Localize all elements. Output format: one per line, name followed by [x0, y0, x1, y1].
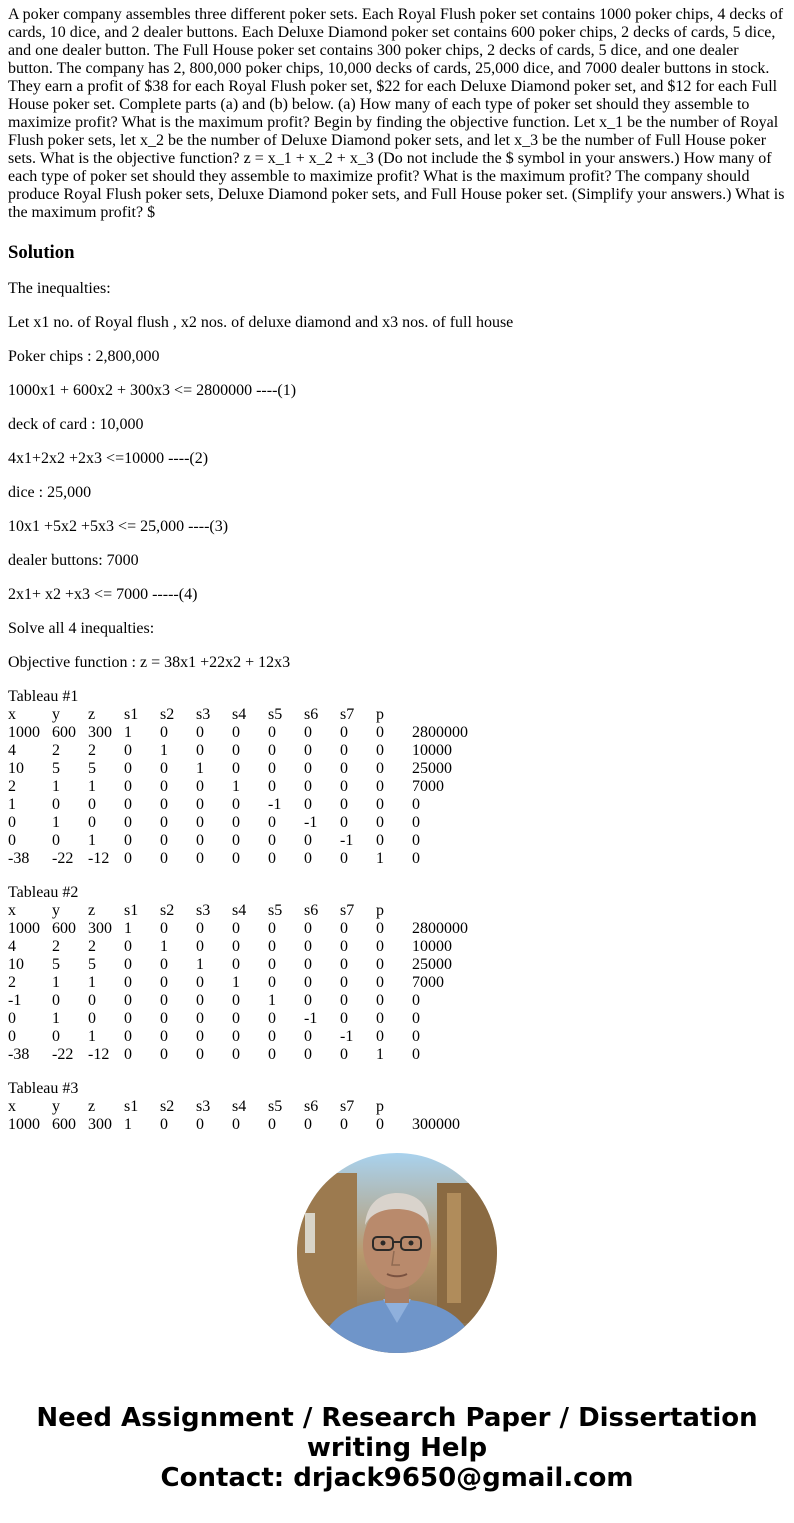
tableau-cell: 5: [88, 760, 96, 777]
tableau-cell: 1: [232, 778, 240, 795]
tableau-cell: 0: [268, 956, 276, 973]
tableau-cell: 0: [376, 832, 384, 849]
tableau-title: Tableau #1: [8, 688, 79, 705]
tableau-cell: 1: [268, 992, 276, 1009]
tableau-cell: 0: [232, 1116, 240, 1132]
tableau-cell: 0: [268, 742, 276, 759]
tableaus: [8, 688, 786, 1132]
tableau-cell: 0: [376, 1116, 384, 1132]
tableau-cell: 0: [160, 796, 168, 813]
tableau-cell: 0: [160, 992, 168, 1009]
tableau-cell: 300: [88, 1116, 112, 1132]
document-content: [8, 0, 786, 1132]
tableau-header-row: [8, 706, 786, 724]
solution-line: The inequalties:: [8, 280, 111, 297]
tableau-cell: 0: [340, 956, 348, 973]
solution-heading: Solution: [8, 242, 75, 263]
tableau: [8, 688, 786, 868]
tableau-cell: 0: [232, 956, 240, 973]
tableau-cell: 0: [196, 742, 204, 759]
tableau-cell: 0: [376, 1028, 384, 1045]
tableau-cell: 0: [160, 1116, 168, 1132]
tableau-cell: y: [52, 902, 60, 919]
tableau-cell: 0: [8, 1028, 16, 1045]
tableau-cell: 0: [412, 832, 420, 849]
tableau-cell: 0: [340, 1116, 348, 1132]
solution-line: dealer buttons: 7000: [8, 552, 139, 569]
tableau-cell: 0: [376, 778, 384, 795]
tableau-cell: s3: [196, 902, 211, 919]
tableau-cell: 0: [268, 938, 276, 955]
tableau-cell: 0: [376, 974, 384, 991]
tableau-cell: s5: [268, 1098, 283, 1115]
tableau-cell: 0: [8, 814, 16, 831]
tableau-cell: 0: [88, 992, 96, 1009]
tableau-cell: 0: [412, 1028, 420, 1045]
tableau-cell: 0: [268, 1116, 276, 1132]
tableau-row: [8, 778, 786, 796]
tableau-cell: 1: [124, 920, 132, 937]
solution-body: [8, 264, 786, 1132]
tableau-cell: 0: [196, 850, 204, 867]
tableau-cell: 0: [124, 850, 132, 867]
tableau-row: [8, 814, 786, 832]
tableau-row: [8, 850, 786, 868]
tableau-row: [8, 974, 786, 992]
tableau-cell: 1: [88, 832, 96, 849]
tableau-cell: 1: [124, 724, 132, 741]
tableau-cell: 0: [340, 778, 348, 795]
tableau-row: [8, 760, 786, 778]
tableau-row: [8, 1116, 786, 1132]
tableau-cell: p: [376, 706, 384, 723]
tableau-cell: 0: [412, 796, 420, 813]
tableau-cell: 0: [232, 1046, 240, 1063]
tableau-cell: 0: [268, 920, 276, 937]
tableau-cell: 0: [88, 796, 96, 813]
tableau-cell: 300: [88, 724, 112, 741]
tableau: [8, 884, 786, 1064]
tableau-cell: 0: [304, 992, 312, 1009]
tableau-cell: 1: [196, 956, 204, 973]
tableau-cell: 1: [8, 796, 16, 813]
tableau-cell: 0: [268, 814, 276, 831]
tableau-cell: z: [88, 902, 96, 919]
tableau-cell: 0: [124, 974, 132, 991]
tableau-cell: 0: [52, 832, 60, 849]
tableau-cell: 0: [196, 1010, 204, 1027]
tableau-cell: 0: [124, 956, 132, 973]
solution-line: Poker chips : 2,800,000: [8, 348, 160, 365]
tableau-cell: 0: [8, 832, 16, 849]
tableau-cell: 1: [160, 938, 168, 955]
tableau-cell: 0: [196, 1028, 204, 1045]
tableau-cell: 0: [196, 778, 204, 795]
tableau-cell: 0: [160, 814, 168, 831]
tableau-cell: 0: [376, 956, 384, 973]
tableau-cell: 600: [52, 724, 76, 741]
tableau-cell: 7000: [412, 778, 444, 795]
tableau-cell: 0: [412, 814, 420, 831]
tableau-cell: -38: [8, 1046, 30, 1063]
tableau-cell: 0: [232, 920, 240, 937]
tableau-row: [8, 1010, 786, 1028]
tableau-cell: s5: [268, 706, 283, 723]
tableau-cell: s1: [124, 706, 139, 723]
tableau-row: [8, 992, 786, 1010]
tableau-cell: 2: [52, 742, 60, 759]
tableau-cell: 0: [124, 938, 132, 955]
tableau-cell: 0: [196, 1046, 204, 1063]
author-avatar: [297, 1153, 497, 1353]
tableau-cell: 0: [124, 992, 132, 1009]
tableau-cell: -1: [340, 1028, 354, 1045]
tableau-cell: 0: [160, 956, 168, 973]
tableau-cell: 0: [340, 814, 348, 831]
tableau-cell: s7: [340, 902, 355, 919]
tableau-cell: 300: [88, 920, 112, 937]
tableau-cell: s4: [232, 902, 247, 919]
tableau-cell: 0: [340, 760, 348, 777]
tableau-cell: 1: [88, 1028, 96, 1045]
tableau-cell: 0: [160, 850, 168, 867]
tableau-cell: 0: [52, 796, 60, 813]
tableau-row: [8, 956, 786, 974]
tableau-cell: 0: [376, 1010, 384, 1027]
footer-line-3: Contact: drjack9650@gmail.com: [160, 1463, 634, 1493]
tableau-cell: 0: [196, 1116, 204, 1132]
tableau-cell: -22: [52, 1046, 74, 1063]
tableau-cell: 0: [412, 850, 420, 867]
tableau-cell: 0: [268, 974, 276, 991]
tableau-cell: 600: [52, 1116, 76, 1132]
tableau-cell: 0: [232, 742, 240, 759]
tableau-cell: -1: [340, 832, 354, 849]
tableau-cell: 0: [340, 992, 348, 1009]
solution-line: Solve all 4 inequalties:: [8, 620, 155, 637]
tableau-cell: 0: [232, 938, 240, 955]
tableau-cell: 0: [268, 1028, 276, 1045]
tableau-cell: 600: [52, 920, 76, 937]
tableau-cell: 0: [340, 920, 348, 937]
tableau-cell: 0: [304, 778, 312, 795]
tableau-cell: 0: [160, 920, 168, 937]
tableau-cell: 2800000: [412, 920, 468, 937]
tableau-cell: 0: [304, 938, 312, 955]
tableau-cell: 0: [340, 742, 348, 759]
tableau-cell: 0: [196, 920, 204, 937]
tableau-title: Tableau #2: [8, 884, 79, 901]
tableau-cell: 0: [340, 850, 348, 867]
tableau-cell: 0: [268, 724, 276, 741]
tableau-cell: 0: [124, 742, 132, 759]
tableau-cell: 0: [124, 796, 132, 813]
tableau-cell: 0: [376, 992, 384, 1009]
tableau-cell: 1: [52, 1010, 60, 1027]
tableau-cell: 10: [8, 956, 24, 973]
tableau-cell: 0: [412, 992, 420, 1009]
tableau-cell: z: [88, 1098, 96, 1115]
tableau-cell: 0: [232, 814, 240, 831]
tableau-cell: 0: [268, 832, 276, 849]
tableau-cell: 0: [268, 778, 276, 795]
solution-line: 1000x1 + 600x2 + 300x3 <= 2800000 ----(1): [8, 382, 297, 399]
tableau-cell: 0: [52, 992, 60, 1009]
tableau-cell: 0: [52, 1028, 60, 1045]
tableau-cell: 0: [376, 760, 384, 777]
tableau-cell: 7000: [412, 974, 444, 991]
tableau-cell: 1: [232, 974, 240, 991]
solution-line: 10x1 +5x2 +5x3 <= 25,000 ----(3): [8, 518, 229, 535]
tableau-cell: 0: [196, 796, 204, 813]
tableau-cell: 0: [124, 832, 132, 849]
tableau-cell: 1: [160, 742, 168, 759]
tableau-cell: 0: [88, 1010, 96, 1027]
author-portrait-image: [297, 1153, 497, 1353]
tableau-cell: 0: [340, 974, 348, 991]
tableau-cell: 0: [268, 850, 276, 867]
tableau-cell: 0: [304, 724, 312, 741]
tableau-cell: 0: [232, 850, 240, 867]
tableau-cell: 0: [304, 974, 312, 991]
tableau-cell: s6: [304, 902, 319, 919]
tableau-cell: 1: [52, 814, 60, 831]
tableau-cell: 1: [88, 778, 96, 795]
tableau-cell: 4: [8, 938, 16, 955]
tableau-cell: 0: [160, 760, 168, 777]
tableau-row: [8, 724, 786, 742]
tableau-cell: 4: [8, 742, 16, 759]
tableau-cell: 0: [124, 1046, 132, 1063]
tableau-cell: 0: [88, 814, 96, 831]
tableau-cell: 2: [8, 778, 16, 795]
tableau-cell: 0: [124, 1028, 132, 1045]
tableau-cell: s4: [232, 706, 247, 723]
tableau-cell: 0: [376, 724, 384, 741]
tableau-cell: 0: [124, 1010, 132, 1027]
tableau-cell: s1: [124, 1098, 139, 1115]
tableau-cell: 1000: [8, 724, 40, 741]
tableau-row: [8, 1046, 786, 1064]
tableau-cell: 0: [160, 724, 168, 741]
tableau-cell: -1: [268, 796, 282, 813]
tableau-cell: 0: [196, 974, 204, 991]
tableau-cell: 1000: [8, 1116, 40, 1132]
tableau-header-row: [8, 1098, 786, 1116]
tableau-cell: 0: [124, 760, 132, 777]
tableau-cell: 1: [376, 850, 384, 867]
tableau-cell: s6: [304, 706, 319, 723]
tableau-cell: s3: [196, 1098, 211, 1115]
tableau-cell: s3: [196, 706, 211, 723]
tableau-cell: 0: [304, 742, 312, 759]
tableau-cell: 1: [52, 974, 60, 991]
tableau-cell: 25000: [412, 760, 452, 777]
tableau-cell: s4: [232, 1098, 247, 1115]
tableau-cell: 300000: [412, 1116, 460, 1132]
tableau-cell: 0: [268, 1010, 276, 1027]
tableau-cell: 0: [304, 760, 312, 777]
tableau-row: [8, 920, 786, 938]
footer-line-2: writing Help: [306, 1433, 488, 1463]
solution-line: dice : 25,000: [8, 484, 92, 501]
tableau-header-row: [8, 902, 786, 920]
footer-line-1: Need Assignment / Research Paper / Dissertation: [36, 1403, 758, 1433]
tableau-cell: 1: [376, 1046, 384, 1063]
tableau-cell: 0: [376, 814, 384, 831]
tableau-cell: 0: [232, 1010, 240, 1027]
tableau-cell: x: [8, 706, 16, 723]
tableau-cell: 0: [304, 1046, 312, 1063]
tableau-cell: 0: [232, 760, 240, 777]
tableau-cell: 0: [268, 1046, 276, 1063]
tableau-cell: -22: [52, 850, 74, 867]
tableau-cell: 0: [304, 920, 312, 937]
tableau-cell: -38: [8, 850, 30, 867]
tableau-cell: y: [52, 1098, 60, 1115]
tableau-cell: 0: [376, 796, 384, 813]
tableau-cell: -1: [8, 992, 22, 1009]
tableau-cell: s2: [160, 706, 175, 723]
tableau-cell: 0: [160, 778, 168, 795]
tableau-cell: 0: [304, 956, 312, 973]
tableau-cell: 0: [304, 796, 312, 813]
tableau-cell: 2800000: [412, 724, 468, 741]
tableau-cell: s2: [160, 1098, 175, 1115]
tableau-cell: 0: [196, 832, 204, 849]
tableau-cell: 1: [124, 1116, 132, 1132]
tableau-cell: -12: [88, 1046, 110, 1063]
tableau-cell: 0: [376, 920, 384, 937]
solution-line: 2x1+ x2 +x3 <= 7000 -----(4): [8, 586, 198, 603]
tableau-cell: 0: [232, 992, 240, 1009]
tableau-cell: 0: [124, 814, 132, 831]
tableau-cell: 0: [160, 1010, 168, 1027]
tableau-cell: 0: [340, 724, 348, 741]
tableau-cell: 0: [8, 1010, 16, 1027]
tableau-cell: s2: [160, 902, 175, 919]
tableau: [8, 1080, 786, 1132]
tableau-cell: 0: [376, 938, 384, 955]
tableau-cell: s7: [340, 706, 355, 723]
tableau-cell: y: [52, 706, 60, 723]
footer-promo: [0, 1403, 794, 1493]
tableau-cell: 0: [160, 1028, 168, 1045]
question-text: A poker company assembles three different poker sets. Each Royal Flush poker set contains 1000 poker chips, 4 decks of cards, 10 dice, and 2 dealer buttons. Each Deluxe Diamond poker set contains 600 poker chips, 2 decks of cards, 5 dice, and one dealer button. The Full House poker set contains 300 poker chips, 2 decks of cards, 5 dice, and one dealer button. The company has 2, 800,000 poker chips, 10,000 decks of cards, 25,000 dice, and 7000 dealer buttons in stock. They earn a profit of $38 for each Royal Flush poker set, $22 for each Deluxe Diamond poker set, and $12 for each Full House poker set. Complete parts (a) and (b) below. (a) How many of each type of poker set should they assemble to maximize profit? What is the maximum profit? Begin by finding the objective function. Let x_1 be the number of Royal Flush poker sets, let x_2 be the number of Deluxe Diamond poker sets, and let x_3 be the number of Full House poker sets. What is the objective function? z = x_1 + x_2 + x_3 (Do not include the $ symbol in your answers.) How many of each type of poker set should they assemble to maximize profit? What is the maximum profit? The company should produce Royal Flush poker sets, Deluxe Diamond poker sets, and Full House poker set. (Simplify your answers.) What is the maximum profit? $: [8, 6, 785, 221]
solution-line: Let x1 no. of Royal flush , x2 nos. of deluxe diamond and x3 nos. of full house: [8, 314, 514, 331]
tableau-row: [8, 742, 786, 760]
tableau-cell: 0: [196, 938, 204, 955]
tableau-cell: 0: [268, 760, 276, 777]
tableau-cell: p: [376, 1098, 384, 1115]
tableau-cell: 0: [304, 850, 312, 867]
tableau-cell: 0: [304, 1028, 312, 1045]
tableau-cell: 2: [88, 742, 96, 759]
tableau-cell: 0: [412, 1046, 420, 1063]
tableau-cell: 1: [196, 760, 204, 777]
tableau-cell: z: [88, 706, 96, 723]
tableau-cell: 5: [52, 956, 60, 973]
tableau-cell: 10: [8, 760, 24, 777]
tableau-cell: 1: [52, 778, 60, 795]
tableau-cell: 5: [88, 956, 96, 973]
tableau-title: Tableau #3: [8, 1080, 79, 1097]
tableau-cell: -12: [88, 850, 110, 867]
tableau-cell: -1: [304, 814, 318, 831]
tableau-cell: 0: [160, 974, 168, 991]
tableau-cell: 0: [340, 1046, 348, 1063]
tableau-cell: x: [8, 902, 16, 919]
tableau-cell: 0: [340, 938, 348, 955]
tableau-cell: -1: [304, 1010, 318, 1027]
tableau-cell: 5: [52, 760, 60, 777]
tableau-cell: 0: [196, 992, 204, 1009]
tableau-row: [8, 796, 786, 814]
tableau-cell: 0: [232, 724, 240, 741]
tableau-cell: 0: [232, 796, 240, 813]
tableau-cell: 0: [340, 1010, 348, 1027]
tableau-row: [8, 1028, 786, 1046]
tableau-cell: 10000: [412, 742, 452, 759]
tableau-cell: 0: [196, 814, 204, 831]
tableau-cell: 0: [412, 1010, 420, 1027]
tableau-row: [8, 832, 786, 850]
tableau-cell: s6: [304, 1098, 319, 1115]
tableau-cell: 2: [88, 938, 96, 955]
tableau-cell: s7: [340, 1098, 355, 1115]
tableau-cell: p: [376, 902, 384, 919]
tableau-cell: 0: [124, 778, 132, 795]
tableau-cell: x: [8, 1098, 16, 1115]
tableau-cell: 0: [304, 1116, 312, 1132]
tableau-cell: 10000: [412, 938, 452, 955]
tableau-cell: 0: [376, 742, 384, 759]
tableau-cell: 0: [232, 1028, 240, 1045]
tableau-row: [8, 938, 786, 956]
tableau-cell: 0: [196, 724, 204, 741]
tableau-cell: 0: [340, 796, 348, 813]
tableau-cell: 1: [88, 974, 96, 991]
solution-line: Objective function : z = 38x1 +22x2 + 12x3: [8, 654, 291, 671]
solution-line: 4x1+2x2 +2x3 <=10000 ----(2): [8, 450, 209, 467]
tableau-cell: s5: [268, 902, 283, 919]
tableau-cell: 2: [52, 938, 60, 955]
tableau-cell: s1: [124, 902, 139, 919]
tableau-cell: 1000: [8, 920, 40, 937]
tableau-cell: 0: [304, 832, 312, 849]
tableau-cell: 0: [160, 832, 168, 849]
tableau-cell: 0: [160, 1046, 168, 1063]
tableau-cell: 25000: [412, 956, 452, 973]
tableau-cell: 0: [232, 832, 240, 849]
tableau-cell: 2: [8, 974, 16, 991]
solution-line: deck of card : 10,000: [8, 416, 144, 433]
